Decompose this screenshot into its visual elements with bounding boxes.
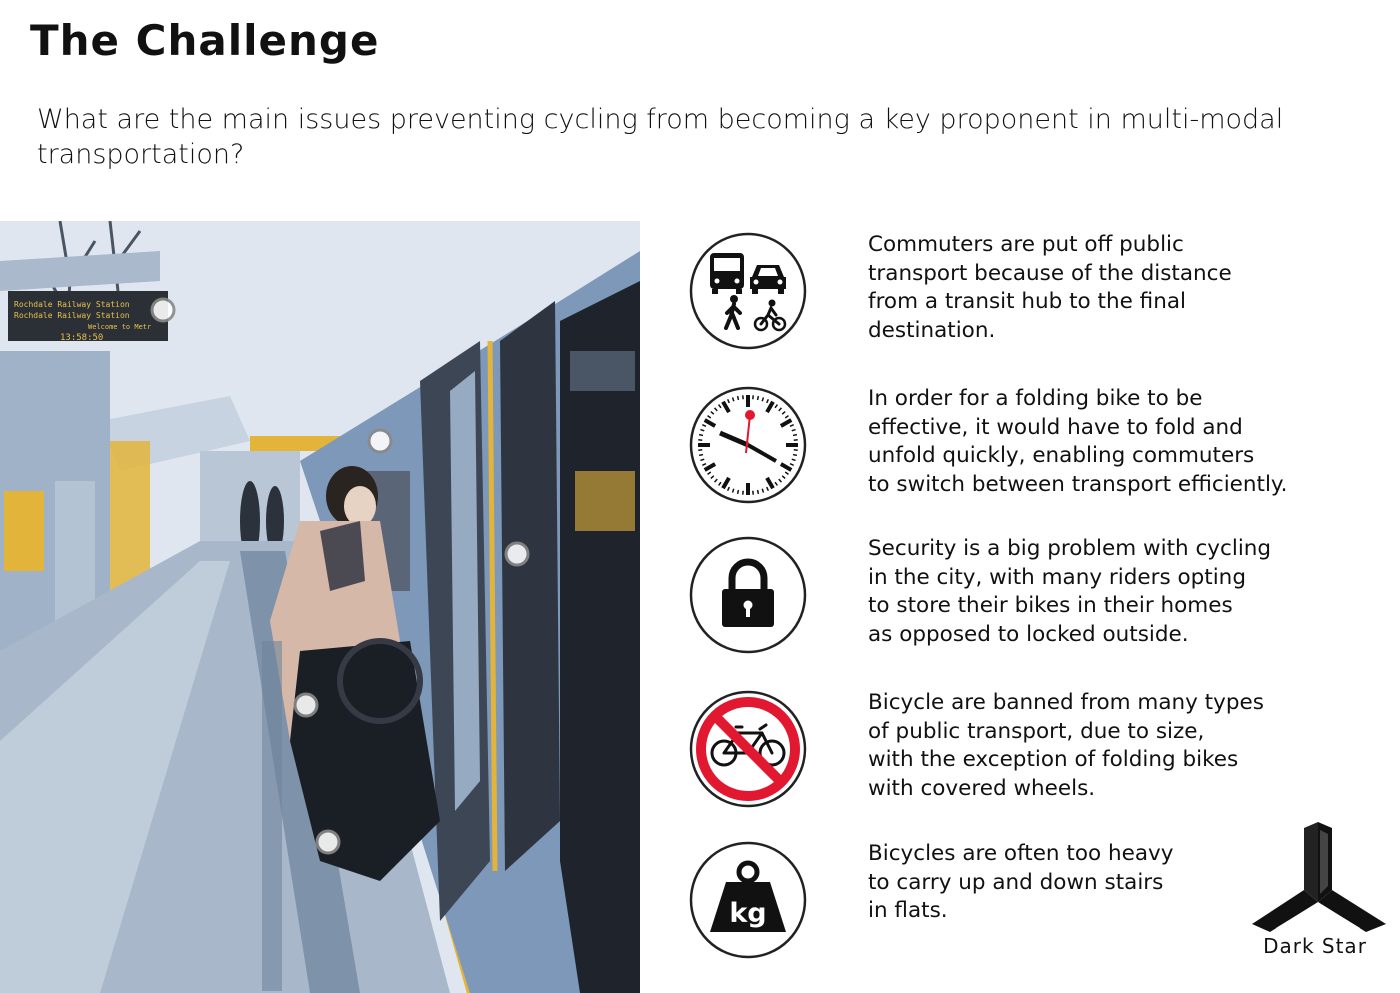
clock-tick — [738, 490, 739, 494]
issue-text-transport-ban: Bicycle are banned from many types of public transport, due to size, with the exception of folding bikes with covered wheels. — [868, 690, 1264, 801]
issue-row-folding-speed — [688, 385, 1388, 505]
transport-modes-icon — [688, 231, 808, 351]
clock-tick — [793, 455, 797, 456]
issue-text-security: Security is a big problem with cycling in the city, with many riders opting to store their bikes in their homes as opposed to locked outside. — [868, 536, 1272, 647]
sign-line-1: Rochdale Railway Station — [14, 300, 130, 309]
kg-weight-icon — [688, 840, 808, 960]
clock-icon — [688, 385, 808, 505]
hotspot-marker[interactable] — [506, 543, 528, 565]
issue-text-distance: Commuters are put off public transport because of the distance from a transit hub to the final destination. — [868, 232, 1232, 343]
issue-row-distance — [688, 231, 1388, 351]
clock-tick — [758, 490, 759, 494]
issue-text-weight: Bicycles are often too heavy to carry up and down stairs in flats. — [868, 841, 1174, 923]
question-text: What are the main issues preventing cycling from becoming a key proponent in multi-modal transportation? — [37, 104, 1284, 170]
padlock-icon — [688, 535, 808, 655]
page-title: The Challenge — [30, 16, 380, 65]
hotspot-marker[interactable] — [369, 430, 391, 452]
issue-row-transport-ban — [688, 689, 1388, 809]
station-photo — [0, 221, 640, 993]
hotspot-marker[interactable] — [152, 299, 174, 321]
clock-tick — [758, 396, 759, 400]
sign-line-3: Welcome to Metr — [88, 323, 152, 331]
hotspot-marker[interactable] — [317, 831, 339, 853]
sign-clock: 13:58:50 — [60, 333, 104, 343]
no-bicycle-icon — [688, 689, 808, 809]
clock-tick — [699, 435, 703, 436]
hotspot-marker[interactable] — [295, 694, 317, 716]
kg-label: kg — [729, 898, 767, 929]
clock-tick — [793, 435, 797, 436]
issue-text-folding-speed: In order for a folding bike to be effective, it would have to fold and unfold quickly, enabling commuters to switch between transport efficiently. — [868, 386, 1288, 497]
sign-line-2: Rochdale Railway Station — [14, 311, 130, 320]
clock-tick — [738, 396, 739, 400]
issue-row-security — [688, 535, 1388, 655]
logo-text: Dark Star — [1263, 934, 1367, 958]
clock-tick — [699, 455, 703, 456]
